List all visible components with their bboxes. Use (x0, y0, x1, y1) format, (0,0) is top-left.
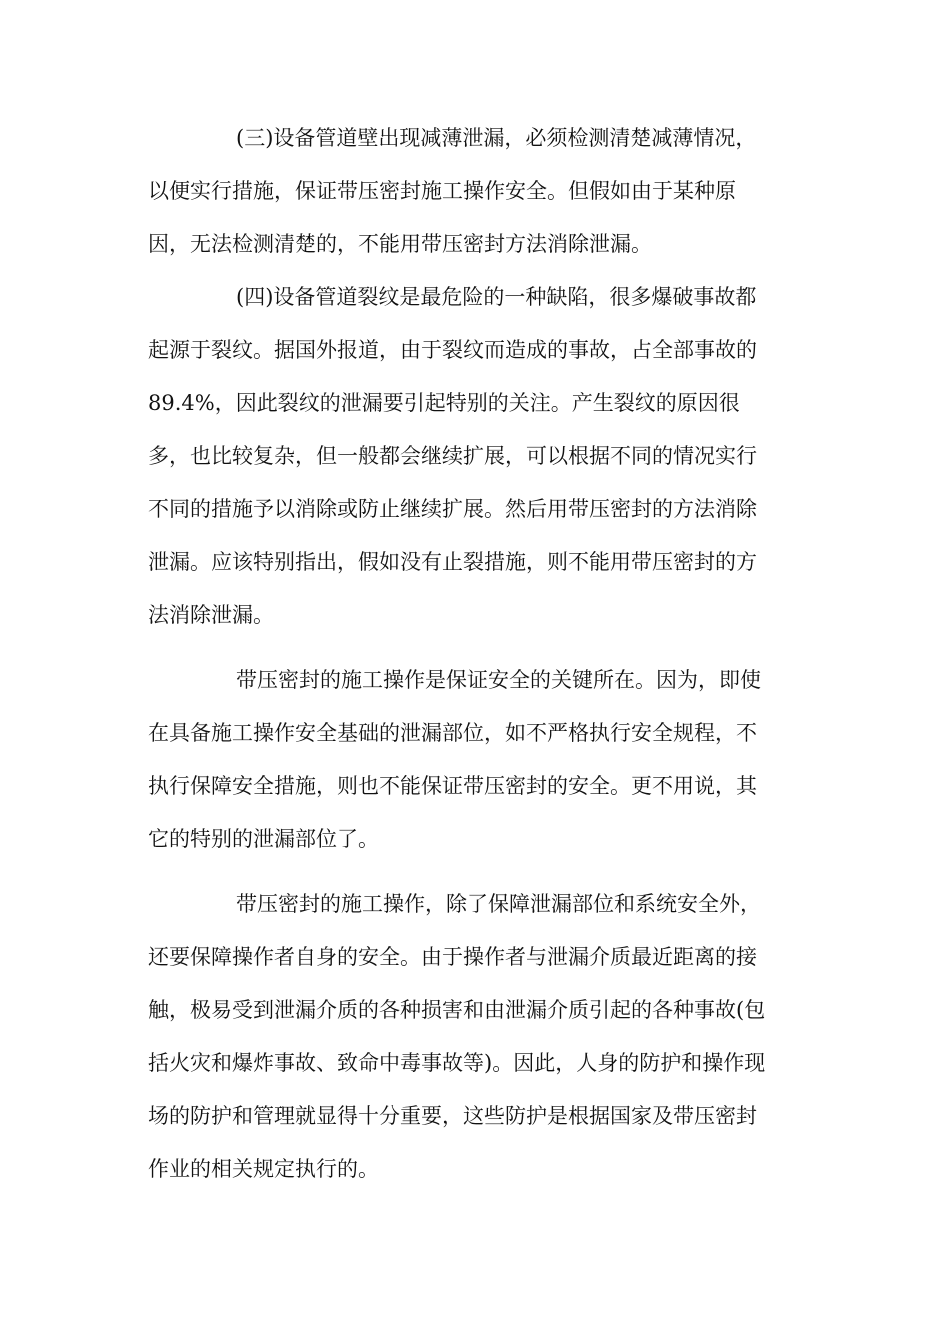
paragraph-line: 括火灾和爆炸事故、致命中毒事故等)。因此，人身的防护和操作现 (148, 1051, 766, 1075)
paragraph-line: 多，也比较复杂，但一般都会继续扩展，可以根据不同的情况实行 (148, 444, 757, 468)
paragraph-line: 触，极易受到泄漏介质的各种损害和由泄漏介质引起的各种事故(包 (148, 998, 766, 1022)
paragraph-line: 执行保障安全措施，则也不能保证带压密封的安全。更不用说，其 (148, 774, 757, 798)
paragraph-line: 场的防护和管理就显得十分重要，这些防护是根据国家及带压密封 (148, 1104, 757, 1128)
paragraph-line: 89.4%，因此裂纹的泄漏要引起特别的关注。产生裂纹的原因很 (148, 391, 740, 415)
paragraph-3 (148, 654, 808, 866)
paragraph-1 (148, 112, 808, 271)
document-body (148, 112, 808, 1196)
paragraph-2 (148, 271, 808, 642)
paragraph-line: 以便实行措施，保证带压密封施工操作安全。但假如由于某种原 (148, 179, 736, 203)
paragraph-line: 带压密封的施工操作是保证安全的关键所在。因为，即使 (236, 668, 761, 692)
paragraph-line: 泄漏。应该特别指出，假如没有止裂措施，则不能用带压密封的方 (148, 550, 757, 574)
paragraph-line: (三)设备管道壁出现减薄泄漏，必须检测清楚减薄情况， (236, 126, 757, 150)
paragraph-line: 起源于裂纹。据国外报道，由于裂纹而造成的事故，占全部事故的 (148, 338, 757, 362)
paragraph-line: 法消除泄漏。 (148, 603, 274, 627)
paragraph-line: 还要保障操作者自身的安全。由于操作者与泄漏介质最近距离的接 (148, 945, 757, 969)
paragraph-line: 它的特别的泄漏部位了。 (148, 827, 379, 851)
paragraph-line: (四)设备管道裂纹是最危险的一种缺陷，很多爆破事故都 (236, 285, 757, 309)
paragraph-line: 在具备施工操作安全基础的泄漏部位，如不严格执行安全规程，不 (148, 721, 757, 745)
paragraph-line: 因，无法检测清楚的，不能用带压密封方法消除泄漏。 (148, 232, 652, 256)
paragraph-line: 作业的相关规定执行的。 (148, 1157, 379, 1181)
paragraph-4 (148, 878, 808, 1196)
paragraph-line: 不同的措施予以消除或防止继续扩展。然后用带压密封的方法消除 (148, 497, 757, 521)
paragraph-line: 带压密封的施工操作，除了保障泄漏部位和系统安全外， (236, 892, 761, 916)
